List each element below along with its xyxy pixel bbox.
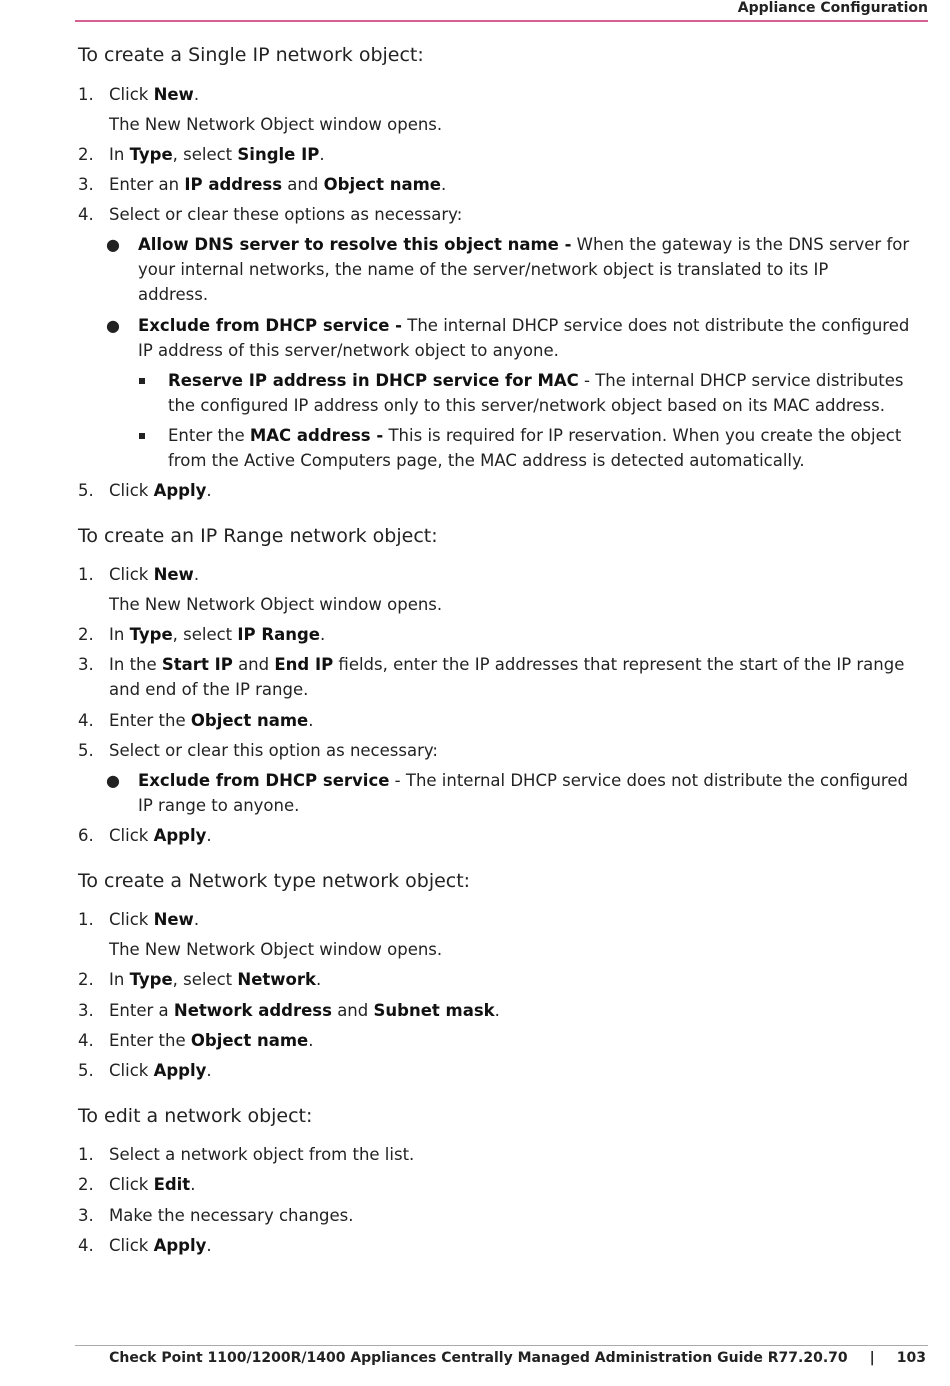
step-text: Enter an IP address and Object name. (109, 175, 447, 194)
step-text: Select or clear this option as necessary: (109, 741, 438, 760)
step-text: Click Edit. (109, 1175, 196, 1194)
bullet-dot-icon: ● (106, 235, 120, 254)
section-title-single-ip: To create a Single IP network object: (78, 44, 424, 66)
step-number: 1. (78, 1145, 94, 1164)
step-text: Enter the Object name. (109, 1031, 314, 1050)
step-text: In the Start IP and End IP fields, enter the IP addresses that represent the start of the IP range (109, 655, 905, 674)
step-number: 5. (78, 481, 94, 500)
step-text: In Type, select IP Range. (109, 625, 326, 644)
header-title: Appliance Configuration (737, 0, 928, 16)
square-bullet-icon (139, 378, 145, 384)
step-number: 1. (78, 910, 94, 929)
step-text: Make the necessary changes. (109, 1206, 354, 1225)
step-note: The New Network Object window opens. (109, 940, 443, 959)
sub-bullet-text: Reserve IP address in DHCP service for MAC - The internal DHCP service distributes the configured IP address only to this server/network object based on its MAC address. (168, 371, 904, 415)
step-number: 6. (78, 826, 94, 845)
square-bullet-icon (139, 433, 145, 439)
section-title-edit: To edit a network object: (78, 1105, 313, 1127)
step-number: 5. (78, 1061, 94, 1080)
step-text: Enter a Network address and Subnet mask. (109, 1001, 500, 1020)
step-number: 1. (78, 565, 94, 584)
running-header (75, 0, 928, 22)
step-text: Click New. (109, 85, 200, 104)
step-number: 4. (78, 711, 94, 730)
step-note: The New Network Object window opens. (109, 595, 443, 614)
step-text: In Type, select Single IP. (109, 145, 325, 164)
bullet-text: Allow DNS server to resolve this object name - When the gateway is the DNS server for your internal networks, the name of the server/network object is translated to its IP address. (138, 235, 910, 304)
step-number: 4. (78, 205, 94, 224)
step-number: 4. (78, 1031, 94, 1050)
step-text: Select or clear these options as necessary: (109, 205, 463, 224)
step-text: Click New. (109, 910, 200, 929)
page-footer (75, 1345, 928, 1366)
step-number: 2. (78, 145, 94, 164)
bullet-dot-icon: ● (106, 771, 120, 790)
sub-bullet-text: Enter the MAC address - This is required for IP reservation. When you create the object from the Active Computers page, the MAC address is detected automatically. (168, 426, 902, 470)
step-number: 2. (78, 970, 94, 989)
bullet-dot-icon: ● (106, 316, 120, 335)
step-number: 5. (78, 741, 94, 760)
step-number: 3. (78, 655, 94, 674)
step-number: 4. (78, 1236, 94, 1255)
section-title-ip-range: To create an IP Range network object: (78, 525, 438, 547)
step-number: 1. (78, 85, 94, 104)
step-continuation: and end of the IP range. (109, 680, 309, 699)
step-text: Select a network object from the list. (109, 1145, 415, 1164)
step-number: 2. (78, 1175, 94, 1194)
step-text: Enter the Object name. (109, 711, 314, 730)
step-number: 3. (78, 175, 94, 194)
footer-guide-title: Check Point 1100/1200R/1400 Appliances Centrally Managed Administration Guide R77.20.70 (109, 1350, 848, 1366)
step-text: Click Apply. (109, 1236, 212, 1255)
footer-separator: | (869, 1350, 875, 1366)
step-text: Click New. (109, 565, 200, 584)
step-number: 3. (78, 1206, 94, 1225)
page-number: 103 (896, 1350, 926, 1366)
step-text: In Type, select Network. (109, 970, 322, 989)
section-title-network-type: To create a Network type network object: (78, 870, 471, 892)
bullet-text: Exclude from DHCP service - The internal DHCP service does not distribute the configured IP range to anyone. (138, 771, 908, 815)
step-number: 3. (78, 1001, 94, 1020)
step-number: 2. (78, 625, 94, 644)
step-note: The New Network Object window opens. (109, 115, 443, 134)
step-text: Click Apply. (109, 1061, 212, 1080)
footer-text (109, 1350, 926, 1366)
bullet-text: Exclude from DHCP service - The internal DHCP service does not distribute the configured IP address of this server/network object to anyone. (138, 316, 910, 360)
step-text: Click Apply. (109, 481, 212, 500)
step-text: Click Apply. (109, 826, 212, 845)
